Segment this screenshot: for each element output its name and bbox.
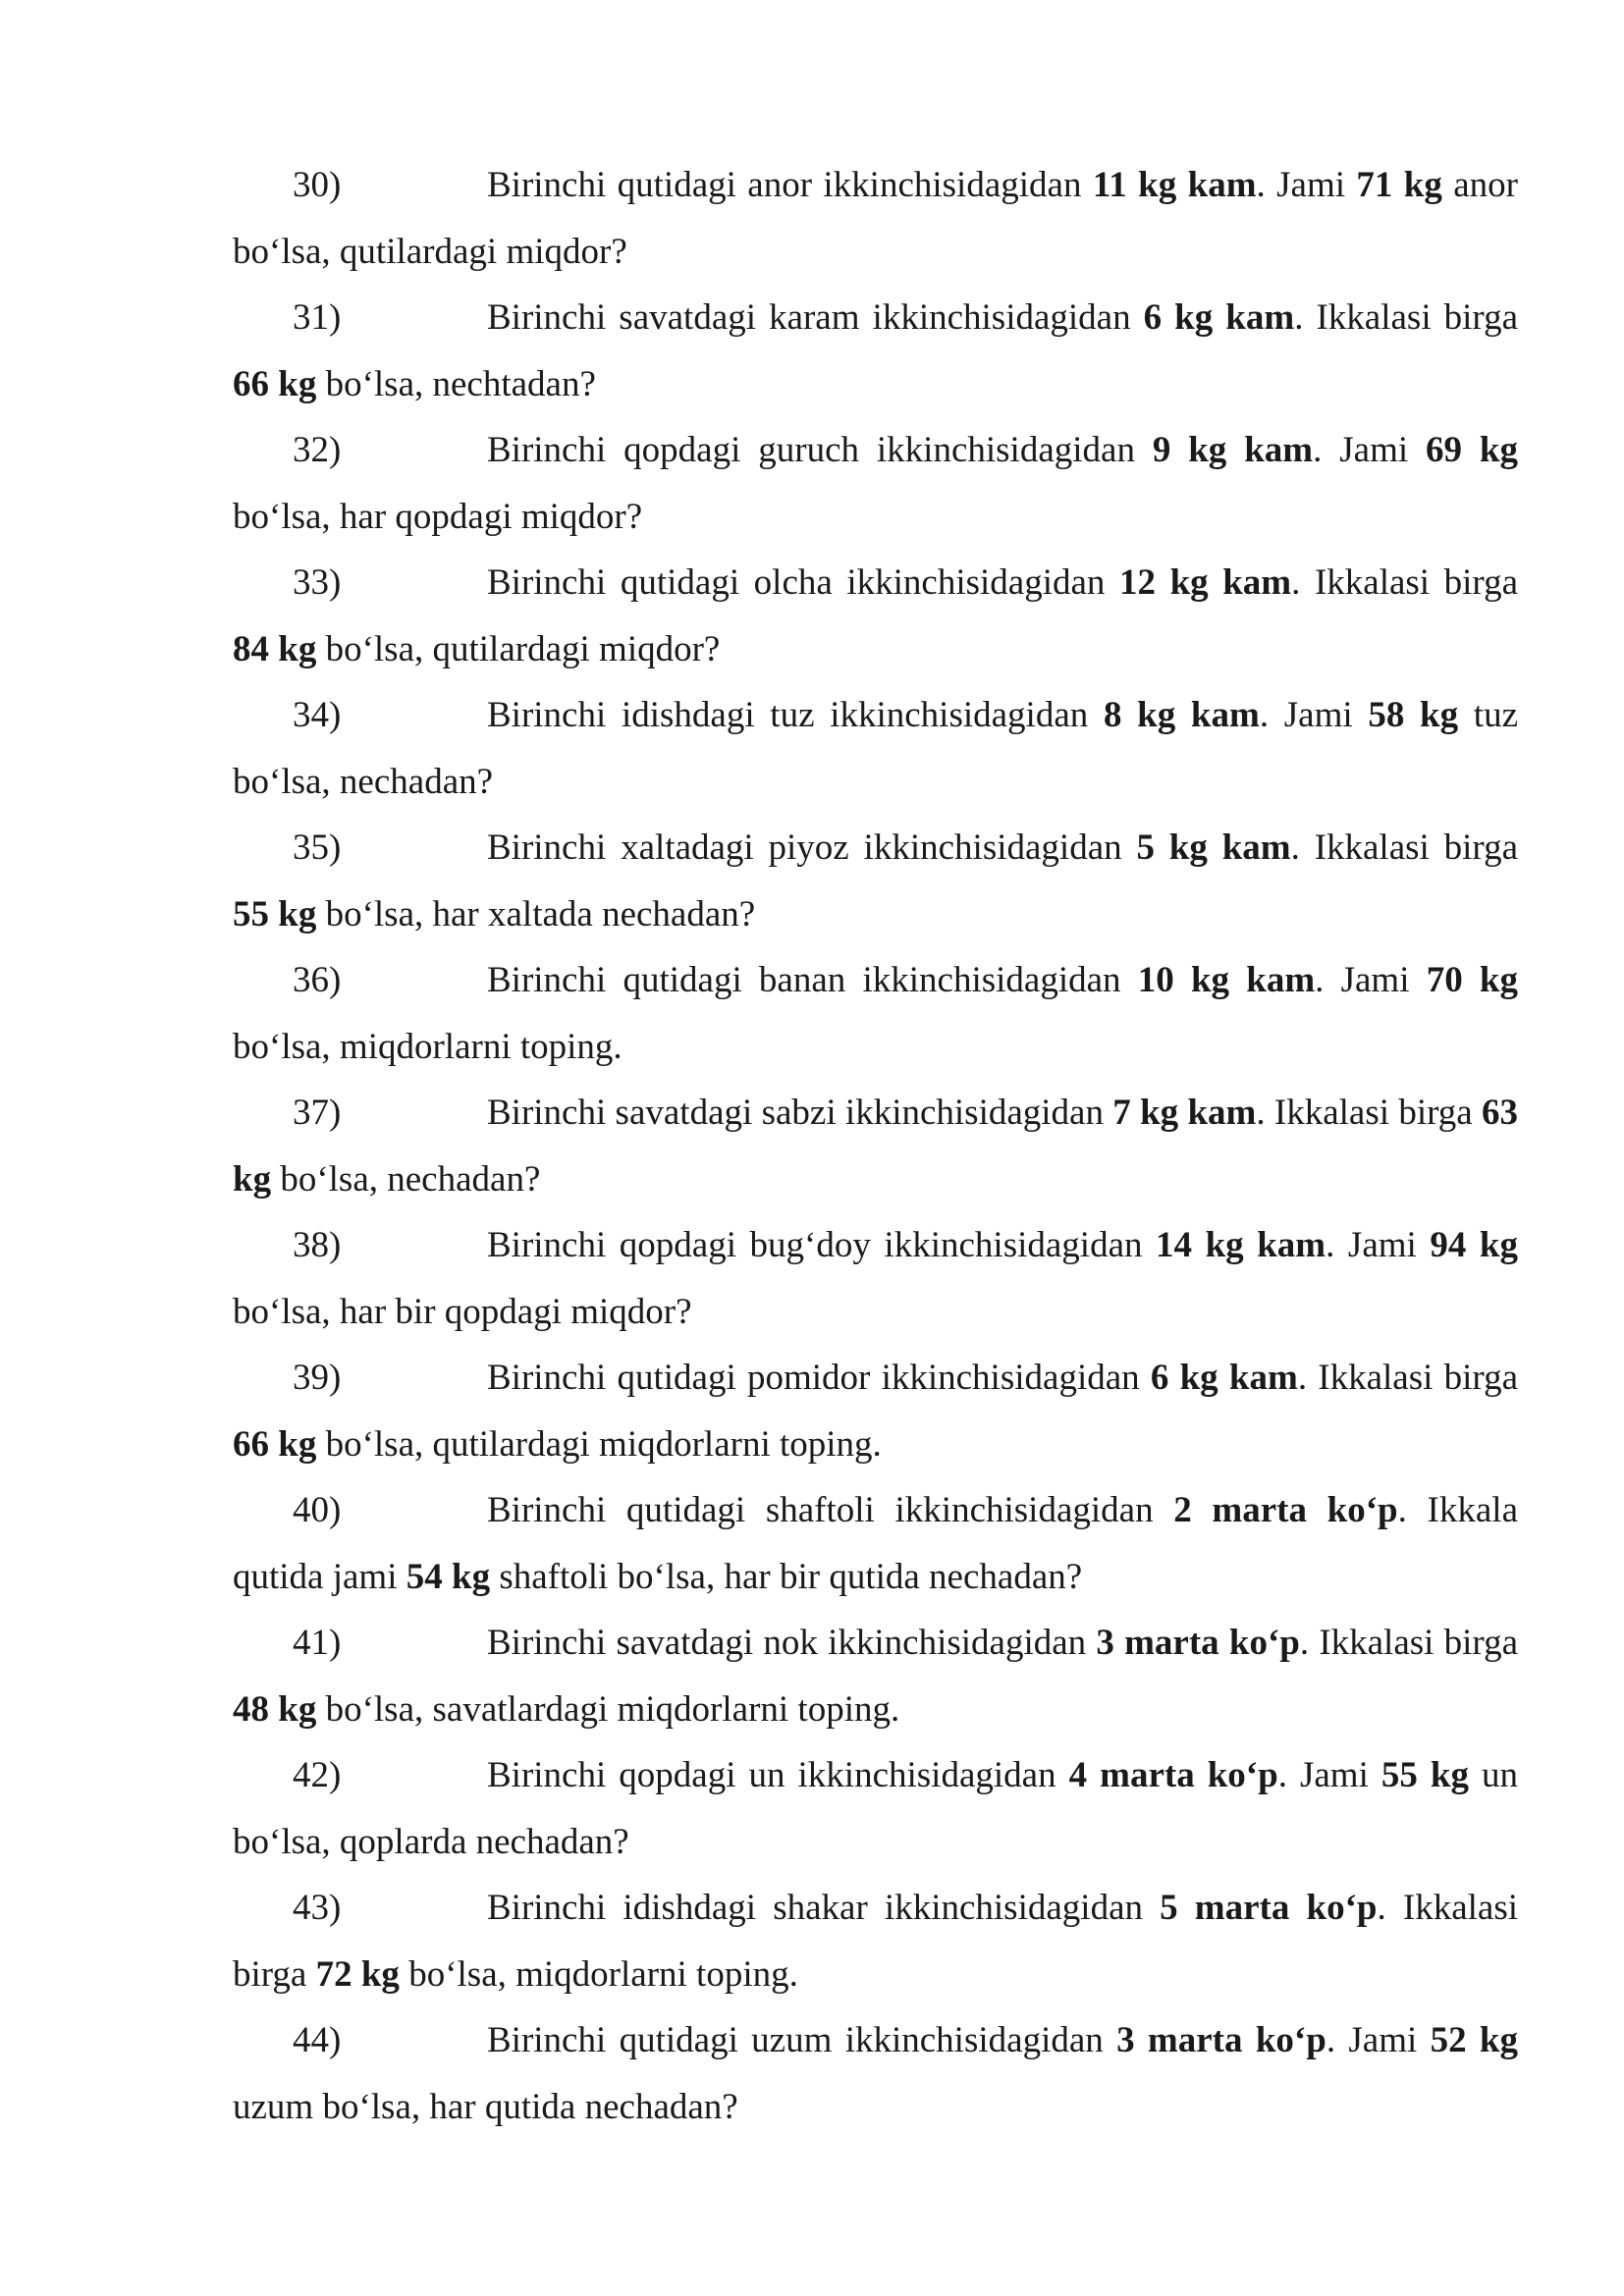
problem-item	[233, 1610, 1518, 1742]
problem-number: 44)	[293, 2020, 342, 2060]
problem-text: . Jami	[1326, 2020, 1431, 2060]
problem-item	[233, 2007, 1518, 2140]
problem-emphasis: 54 kg	[406, 1556, 491, 1597]
problem-text: Birinchi savatdagi nok ikkinchisidagidan	[487, 1623, 1097, 1663]
problem-text: Birinchi idishdagi shakar ikkinchisidagidan	[487, 1888, 1161, 1928]
problem-emphasis: 70 kg	[1426, 960, 1518, 1000]
problem-text: bo‘lsa, miqdorlarni toping.	[233, 1026, 623, 1067]
problem-text: Birinchi qutidagi anor ikkinchisidagidan	[487, 165, 1093, 205]
problem-text: Birinchi qutidagi olcha ikkinchisidagidan	[487, 562, 1119, 603]
problem-text: Birinchi qopdagi bug‘doy ikkinchisidagidan	[487, 1225, 1157, 1265]
problem-emphasis: 5 marta ko‘p	[1160, 1888, 1378, 1928]
problem-text: bo‘lsa, nechadan?	[271, 1158, 541, 1200]
problem-emphasis: 14 kg kam	[1156, 1225, 1326, 1265]
problem-list	[233, 152, 1518, 2140]
problem-text: . Ikkalasi birga	[1299, 1623, 1519, 1663]
problem-emphasis: 69 kg	[1426, 430, 1518, 470]
problem-text: . Ikkala qutida jami	[233, 1490, 1519, 1597]
problem-number: 39)	[293, 1358, 342, 1398]
problem-emphasis: 55 kg	[1380, 1755, 1469, 1795]
problem-text: shaftoli bo‘lsa, har bir qutida nechadan?	[490, 1556, 1083, 1597]
problem-emphasis: 7 kg kam	[1112, 1093, 1257, 1133]
problem-text: . Ikkalasi birga	[1290, 828, 1518, 868]
problem-emphasis: 3 marta ko‘p	[1096, 1623, 1300, 1663]
problem-emphasis: 2 marta ko‘p	[1173, 1490, 1398, 1530]
problem-text: . Ikkalasi birga	[233, 1888, 1519, 1995]
problem-number: 38)	[293, 1225, 342, 1265]
problem-item	[233, 815, 1518, 947]
problem-text: Birinchi qopdagi un ikkinchisidagidan	[487, 1755, 1069, 1795]
problem-text: . Jami	[1259, 695, 1369, 735]
problem-text: bo‘lsa, qutilardagi miqdorlarni toping.	[316, 1423, 882, 1465]
problem-emphasis: 63 kg	[233, 1093, 1518, 1200]
problem-number: 35)	[293, 828, 342, 868]
problem-text: . Jami	[1256, 165, 1357, 205]
problem-text: Birinchi xaltadagi piyoz ikkinchisidagidan	[487, 828, 1137, 868]
problem-text: . Jami	[1326, 1225, 1431, 1265]
problem-number: 34)	[293, 695, 342, 735]
problem-emphasis: 11 kg kam	[1092, 165, 1257, 205]
problem-number: 37)	[293, 1093, 342, 1133]
problem-emphasis: 6 kg kam	[1150, 1358, 1298, 1398]
problem-item	[233, 285, 1518, 417]
problem-item	[233, 1742, 1518, 1875]
problem-text: . Jami	[1315, 960, 1427, 1000]
problem-emphasis: 71 kg	[1356, 165, 1442, 205]
problem-text: Birinchi qutidagi pomidor ikkinchisidagidan	[487, 1358, 1151, 1398]
problem-text: . Ikkalasi birga	[1291, 562, 1518, 603]
problem-text: . Jami	[1313, 430, 1427, 470]
problem-text: un bo‘lsa, qoplarda nechadan?	[233, 1755, 1519, 1862]
problem-text: Birinchi qutidagi banan ikkinchisidagidan	[487, 960, 1138, 1000]
problem-item	[233, 1875, 1518, 2007]
problem-item	[233, 1212, 1518, 1345]
problem-emphasis: 48 kg	[233, 1688, 317, 1730]
problem-number: 33)	[293, 562, 342, 603]
problem-number: 41)	[293, 1623, 342, 1663]
problem-emphasis: 4 marta ko‘p	[1068, 1755, 1278, 1795]
problem-number: 42)	[293, 1755, 342, 1795]
problem-item	[233, 152, 1518, 285]
problem-text: bo‘lsa, nechtadan?	[316, 363, 596, 404]
problem-emphasis: 52 kg	[1430, 2020, 1519, 2060]
problem-number: 31)	[293, 297, 342, 338]
problem-text: anor bo‘lsa, qutilardagi miqdor?	[233, 165, 1518, 272]
problem-emphasis: 9 kg kam	[1152, 430, 1314, 470]
problem-number: 30)	[293, 165, 342, 205]
problem-emphasis: 66 kg	[233, 363, 317, 404]
problem-emphasis: 3 marta ko‘p	[1116, 2020, 1326, 2060]
problem-number: 43)	[293, 1888, 342, 1928]
problem-emphasis: 5 kg kam	[1136, 828, 1291, 868]
problem-emphasis: 58 kg	[1368, 695, 1459, 735]
problem-text: bo‘lsa, savatlardagi miqdorlarni toping.	[316, 1688, 900, 1730]
problem-emphasis: 94 kg	[1430, 1225, 1518, 1265]
problem-item	[233, 1477, 1518, 1610]
problem-text: Birinchi savatdagi sabzi ikkinchisidagidan	[487, 1093, 1113, 1133]
problem-emphasis: 6 kg kam	[1143, 297, 1295, 338]
problem-item	[233, 550, 1518, 682]
problem-item	[233, 1345, 1518, 1477]
problem-emphasis: 84 kg	[233, 628, 317, 669]
problem-emphasis: 12 kg kam	[1119, 562, 1292, 603]
problem-item	[233, 682, 1518, 815]
problem-item	[233, 417, 1518, 550]
problem-text: bo‘lsa, har xaltada nechadan?	[316, 893, 756, 934]
problem-emphasis: 66 kg	[233, 1423, 317, 1465]
problem-text: . Jami	[1277, 1755, 1381, 1795]
problem-emphasis: 72 kg	[315, 1953, 400, 1995]
problem-text: bo‘lsa, miqdorlarni toping.	[399, 1953, 798, 1995]
problem-text: Birinchi savatdagi karam ikkinchisidagidan	[487, 297, 1144, 338]
problem-number: 36)	[293, 960, 342, 1000]
problem-text: Birinchi qutidagi shaftoli ikkinchisidagidan	[487, 1490, 1174, 1530]
problem-number: 40)	[293, 1490, 342, 1530]
problem-text: . Ikkalasi birga	[1297, 1358, 1518, 1398]
problem-emphasis: 55 kg	[233, 893, 317, 934]
problem-text: Birinchi idishdagi tuz ikkinchisidagidan	[487, 695, 1104, 735]
problem-text: bo‘lsa, har bir qopdagi miqdor?	[233, 1291, 692, 1332]
problem-text: tuz bo‘lsa, nechadan?	[233, 695, 1519, 802]
problem-text: Birinchi qutidagi uzum ikkinchisidagidan	[487, 2020, 1117, 2060]
problem-item	[233, 1080, 1518, 1212]
problem-number: 32)	[293, 430, 342, 470]
problem-text: Birinchi qopdagi guruch ikkinchisidagidan	[487, 430, 1153, 470]
problem-text: . Ikkalasi birga	[1256, 1093, 1482, 1133]
problem-text: bo‘lsa, har qopdagi miqdor?	[233, 496, 643, 537]
problem-emphasis: 10 kg kam	[1137, 960, 1316, 1000]
problem-text: uzum bo‘lsa, har qutida nechadan?	[233, 2086, 738, 2127]
problem-text: bo‘lsa, qutilardagi miqdor?	[316, 628, 721, 669]
problem-item	[233, 947, 1518, 1080]
problem-emphasis: 8 kg kam	[1103, 695, 1260, 735]
problem-text: . Ikkalasi birga	[1294, 297, 1518, 338]
